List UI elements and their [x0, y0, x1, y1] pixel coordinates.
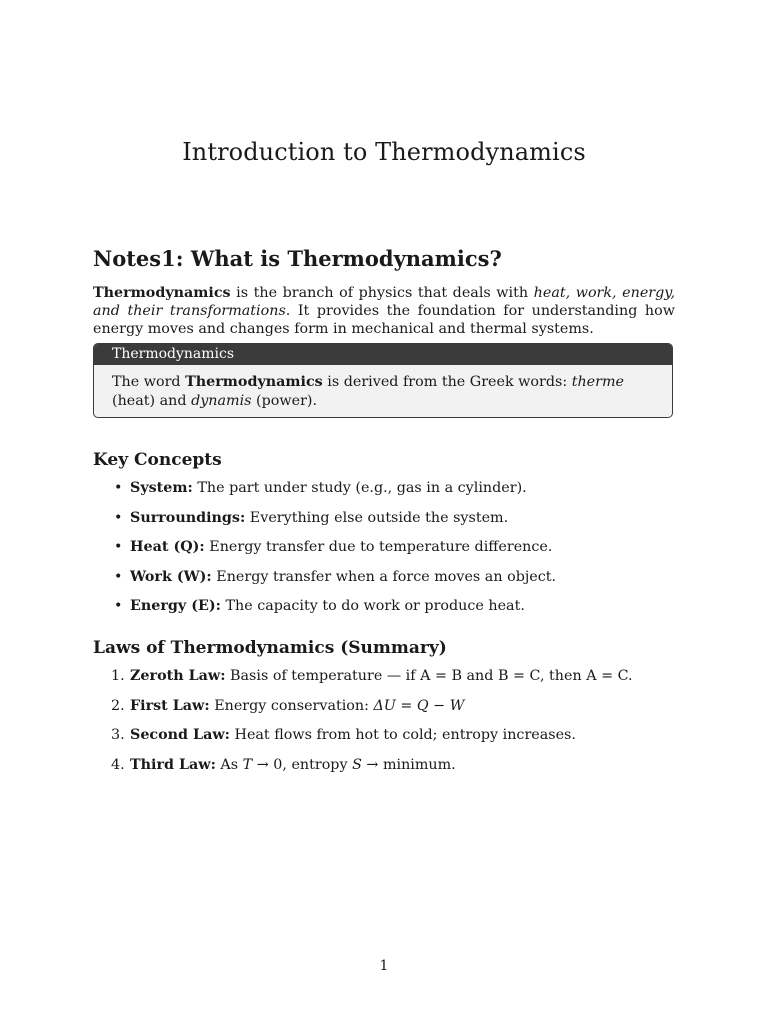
math-variable-s: S	[352, 756, 362, 773]
callout-word-dynamis: dynamis	[191, 393, 252, 409]
list-item	[93, 667, 673, 697]
intro-text-2: . It provides the foundation for understanding how energy moves and changes form in mechanical and thermal systems.	[93, 302, 675, 337]
concept-text: Everything else outside the system.	[245, 509, 509, 526]
list-item	[93, 509, 673, 539]
definition-callout-box	[93, 343, 673, 418]
law-equation: ΔU = Q − W	[373, 697, 465, 714]
callout-text-4: (power).	[251, 393, 318, 409]
callout-header: Thermodynamics	[94, 344, 672, 365]
bullet-icon: •	[114, 598, 123, 615]
bullet-icon: •	[114, 539, 123, 556]
concept-label: Work (W):	[130, 568, 212, 585]
concept-text: The part under study (e.g., gas in a cylinder).	[192, 480, 527, 496]
concept-text: Energy transfer due to temperature difference.	[204, 539, 553, 556]
bullet-icon: •	[114, 509, 123, 526]
law-label: Second Law:	[130, 727, 230, 744]
section-heading: Notes1: What is Thermodynamics?	[93, 246, 502, 271]
law-label: First Law:	[130, 697, 210, 714]
law-text: Heat flows from hot to cold; entropy increases.	[229, 727, 576, 744]
callout-term: Thermodynamics	[185, 374, 323, 390]
concept-text: The capacity to do work or produce heat.	[220, 598, 525, 615]
callout-text-1: The word	[112, 374, 186, 390]
list-number: 1.	[111, 668, 125, 684]
law-text-3: → minimum.	[361, 756, 456, 773]
list-item	[93, 597, 673, 627]
concept-label: System:	[130, 480, 193, 496]
law-text: As	[215, 756, 243, 773]
intro-text-1: is the branch of physics that deals with	[230, 285, 534, 301]
laws-heading: Laws of Thermodynamics (Summary)	[93, 638, 447, 658]
bullet-icon: •	[114, 568, 123, 585]
law-text-2: → 0, entropy	[252, 756, 353, 773]
law-label: Zeroth Law:	[130, 668, 226, 684]
callout-text-2: is derived from the Greek words:	[322, 374, 572, 390]
concept-label: Energy (E):	[130, 598, 221, 615]
law-text: Basis of temperature — if A = B and B = C, then A = C.	[225, 668, 633, 684]
callout-body	[94, 365, 672, 411]
list-number: 3.	[111, 727, 125, 744]
intro-paragraph	[93, 285, 675, 338]
key-concepts-heading: Key Concepts	[93, 450, 222, 470]
intro-term: Thermodynamics	[93, 285, 231, 301]
laws-list	[93, 667, 673, 785]
list-number: 2.	[111, 697, 125, 714]
list-item	[93, 568, 673, 598]
list-item	[93, 697, 673, 727]
intro-emphasis: heat, work, energy, and their transformations	[93, 285, 676, 319]
callout-word-therme: therme	[571, 374, 624, 390]
law-label: Third Law:	[130, 756, 216, 773]
list-item	[93, 726, 673, 756]
callout-text-3: (heat) and	[112, 393, 192, 409]
document-title: Introduction to Thermodynamics	[182, 138, 586, 166]
concept-label: Heat (Q):	[130, 539, 205, 556]
list-item	[93, 479, 673, 509]
math-variable-t: T	[242, 756, 253, 773]
page-number: 1	[379, 958, 389, 974]
bullet-icon: •	[114, 480, 123, 496]
list-item	[93, 756, 673, 786]
list-item	[93, 538, 673, 568]
list-number: 4.	[111, 756, 125, 773]
key-concepts-list	[93, 479, 673, 627]
law-text: Energy conservation:	[209, 697, 374, 714]
concept-text: Energy transfer when a force moves an object.	[211, 568, 557, 585]
concept-label: Surroundings:	[130, 509, 246, 526]
